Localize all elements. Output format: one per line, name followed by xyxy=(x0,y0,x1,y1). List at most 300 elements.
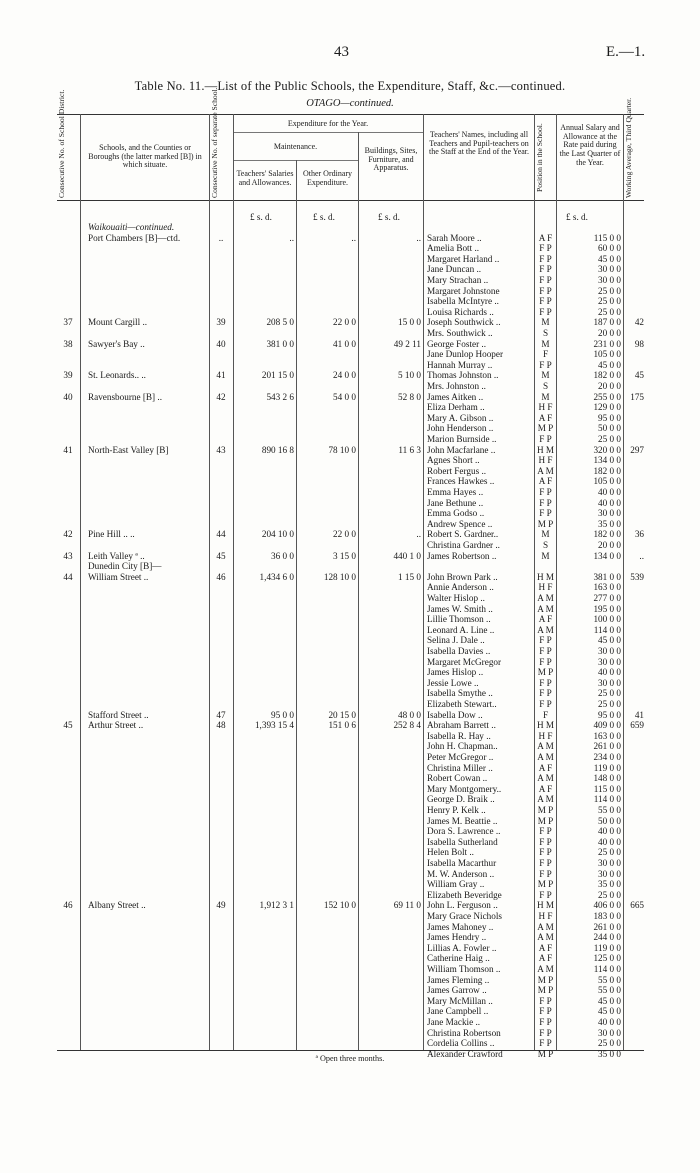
teacher-salary: 30 0 0 xyxy=(598,264,621,275)
table-row xyxy=(0,243,700,254)
teacher-salary: 25 0 0 xyxy=(598,296,621,307)
table-row xyxy=(0,360,700,371)
teacher-salary: 114 0 0 xyxy=(593,794,621,805)
teacher-salary: 25 0 0 xyxy=(598,1038,621,1049)
teacher-position: S xyxy=(542,328,549,338)
teacher-name: Andrew Spence .. xyxy=(427,518,493,529)
teacher-name: James M. Beattie .. xyxy=(427,815,498,826)
table-row xyxy=(0,879,700,890)
teacher-name: Cordelia Collins .. xyxy=(427,1038,495,1049)
teacher-position: F P xyxy=(539,858,552,868)
teacher-position: M P xyxy=(537,1048,554,1059)
other-expenditure: .. xyxy=(351,232,356,243)
teacher-position: F P xyxy=(539,264,552,275)
teacher-name: Robert Fergus .. xyxy=(427,465,487,476)
teacher-salary: 187 0 0 xyxy=(593,317,621,328)
teacher-salary: 30 0 0 xyxy=(598,275,621,285)
teacher-name: Mrs. Southwick .. xyxy=(427,328,493,338)
other-expenditure: 22 0 0 xyxy=(333,529,356,540)
teacher-position: M P xyxy=(537,974,554,985)
table-row xyxy=(0,826,700,837)
table-row xyxy=(0,667,700,678)
teacher-position: F P xyxy=(539,306,552,317)
working-average: .. xyxy=(639,550,644,561)
teacher-name: James Hislop .. xyxy=(427,667,484,678)
teacher-salary: 95 0 0 xyxy=(598,412,621,423)
teacher-name: M. W. Anderson .. xyxy=(427,868,495,879)
teachers-salaries: 36 0 0 xyxy=(271,550,294,561)
teacher-salary: 30 0 0 xyxy=(598,858,621,868)
teacher-name: Jane Mackie .. xyxy=(427,1017,481,1027)
teacher-position: A M xyxy=(537,932,554,943)
teacher-position: F P xyxy=(539,677,552,688)
header-expenditure: Expenditure for the Year. xyxy=(287,119,369,128)
teacher-name: William Gray .. xyxy=(427,879,485,890)
table-row xyxy=(0,540,700,551)
teacher-name: Jane Duncan .. xyxy=(427,264,482,275)
teacher-name: Frances Hawkes .. xyxy=(427,476,495,487)
teacher-salary: 234 0 0 xyxy=(593,752,621,762)
teacher-name: Marion Burnside .. xyxy=(427,434,497,444)
buildings-expenditure: .. xyxy=(416,232,421,243)
teacher-salary: 40 0 0 xyxy=(598,487,621,497)
teacher-name: Christina Miller .. xyxy=(427,762,493,773)
school-name: Albany Street .. xyxy=(88,900,146,911)
table-row xyxy=(0,678,700,689)
teacher-salary: 30 0 0 xyxy=(598,868,621,879)
teacher-position: M xyxy=(541,550,550,561)
district-number: 46 xyxy=(63,900,73,911)
table-row xyxy=(0,657,700,668)
teacher-name: Robert S. Gardner.. xyxy=(427,529,499,540)
table-row xyxy=(0,646,700,657)
teacher-position: M P xyxy=(537,667,554,678)
teacher-name: Dora S. Lawrence .. xyxy=(427,826,501,837)
district-number: 38 xyxy=(63,338,73,349)
table-row xyxy=(0,922,700,933)
teacher-name: Margaret Johnstone xyxy=(427,285,500,296)
teacher-name: George D. Braik .. xyxy=(427,794,495,805)
teacher-position: M xyxy=(541,317,550,328)
teacher-name: Lillie Thomson .. xyxy=(427,614,491,625)
table-row xyxy=(0,900,700,911)
table-row xyxy=(0,1006,700,1017)
teacher-salary: 30 0 0 xyxy=(598,656,621,667)
table-row xyxy=(0,890,700,901)
teacher-name: Isabella Dow .. xyxy=(427,709,483,720)
teacher-position: A F xyxy=(538,942,553,953)
table-row xyxy=(0,964,700,975)
teacher-name: Thomas Johnston .. xyxy=(427,370,499,381)
teacher-position: A M xyxy=(537,603,554,614)
school-name: Stafford Street .. xyxy=(88,709,149,720)
table-row xyxy=(0,1028,700,1039)
teacher-name: Emma Hayes .. xyxy=(427,487,484,497)
table-row xyxy=(0,816,700,827)
teacher-position: A M xyxy=(537,794,554,805)
teacher-position: F P xyxy=(539,847,552,858)
school-name: Arthur Street .. xyxy=(88,720,144,731)
teachers-salaries: 208 5 0 xyxy=(266,317,294,328)
teacher-name: Agnes Short .. xyxy=(427,455,480,466)
district-number: 42 xyxy=(63,529,73,540)
teacher-name: John H. Chapman.. xyxy=(427,741,498,752)
teacher-salary: 50 0 0 xyxy=(598,815,621,826)
teacher-salary: 182 0 0 xyxy=(593,529,621,540)
teacher-name: James Fleming .. xyxy=(427,974,490,985)
teacher-salary: 182 0 0 xyxy=(593,370,621,381)
teacher-position: F P xyxy=(539,995,552,1006)
teacher-salary: 25 0 0 xyxy=(598,285,621,296)
table-row xyxy=(0,296,700,307)
teacher-name: Eliza Derham .. xyxy=(427,402,485,413)
teacher-position: F P xyxy=(539,359,552,370)
teacher-name: Annie Anderson .. xyxy=(427,582,494,593)
teacher-salary: 25 0 0 xyxy=(598,889,621,900)
school-name: Leith Valley ª .. xyxy=(88,550,145,561)
teacher-name: Mary McMillan .. xyxy=(427,995,493,1006)
district-number: 37 xyxy=(63,317,73,328)
buildings-expenditure: 11 6 3 xyxy=(398,444,421,455)
teacher-position: H M xyxy=(536,720,555,731)
table-row xyxy=(0,858,700,869)
teacher-position: F P xyxy=(539,889,552,900)
table-row xyxy=(0,381,700,392)
table-row xyxy=(0,445,700,456)
teacher-position: F P xyxy=(539,275,552,285)
teacher-salary: 45 0 0 xyxy=(598,995,621,1006)
teacher-salary: 45 0 0 xyxy=(598,1006,621,1017)
teacher-salary: 20 0 0 xyxy=(598,540,621,550)
footnote: ª Open three months. xyxy=(315,1054,385,1063)
teacher-name: John Macfarlane .. xyxy=(427,444,496,455)
table-row xyxy=(0,264,700,275)
teacher-position: H F xyxy=(538,402,553,413)
school-name: William Street .. xyxy=(88,571,149,582)
school-name: Waikouaiti—continued. xyxy=(88,222,175,232)
header-consecutive-school: Consecutive No. of separate School. xyxy=(210,87,219,198)
teacher-name: Catherine Haig .. xyxy=(427,953,490,964)
teacher-position: A M xyxy=(537,465,554,476)
teacher-salary: 114 0 0 xyxy=(593,624,621,635)
school-name: North-East Valley [B] xyxy=(88,444,169,455)
teacher-name: Jane Campbell .. xyxy=(427,1006,489,1017)
teacher-position: F P xyxy=(539,635,552,646)
table-row xyxy=(0,614,700,625)
table-row xyxy=(0,720,700,731)
teacher-salary: 105 0 0 xyxy=(593,476,621,487)
teacher-salary: 261 0 0 xyxy=(593,921,621,932)
teacher-name: George Foster .. xyxy=(427,338,487,349)
table-row xyxy=(0,911,700,922)
other-expenditure: 151 0 6 xyxy=(328,720,356,731)
teacher-salary: 40 0 0 xyxy=(598,836,621,847)
teacher-position: F P xyxy=(539,1017,552,1027)
buildings-expenditure: 49 2 11 xyxy=(393,338,421,349)
teacher-name: Isabella Sutherland xyxy=(427,836,498,847)
table-row xyxy=(0,763,700,774)
teachers-salaries: 201 15 0 xyxy=(261,370,294,381)
teacher-name: Abraham Barrett .. xyxy=(427,720,496,731)
table-row xyxy=(0,519,700,530)
teacher-position: F P xyxy=(539,243,552,254)
teacher-name: Robert Cowan .. xyxy=(427,773,488,784)
table-row xyxy=(0,975,700,986)
teacher-position: F P xyxy=(539,1027,552,1038)
header-other-expenditure: Other Ordinary Expenditure. xyxy=(302,169,353,187)
table-row xyxy=(0,1038,700,1049)
table-row xyxy=(0,731,700,742)
teachers-salaries: 381 0 0 xyxy=(266,338,294,349)
school-name: Port Chambers [B]—ctd. xyxy=(88,232,181,243)
region-subtitle: OTAGO—continued. xyxy=(306,98,394,109)
teachers-salaries: 890 16 8 xyxy=(261,444,294,455)
teacher-name: Margaret McGregor xyxy=(427,656,502,667)
table-row xyxy=(0,476,700,487)
teacher-position: A M xyxy=(537,773,554,784)
teacher-salary: 119 0 0 xyxy=(593,942,621,953)
teacher-position: F P xyxy=(539,646,552,656)
school-number: 42 xyxy=(216,391,226,402)
teacher-position: A M xyxy=(537,921,554,932)
teacher-salary: 148 0 0 xyxy=(593,773,621,784)
table-row xyxy=(0,741,700,752)
teachers-salaries: 1,912 3 1 xyxy=(259,900,294,911)
teacher-position: M P xyxy=(537,518,554,529)
teacher-position: F P xyxy=(539,868,552,879)
teacher-salary: 30 0 0 xyxy=(598,646,621,656)
teacher-position: M xyxy=(541,370,550,381)
teacher-name: Jane Bethune .. xyxy=(427,497,484,508)
currency-buildings: £ s. d. xyxy=(378,212,400,222)
teacher-name: William Thomson .. xyxy=(427,964,501,974)
teacher-salary: 25 0 0 xyxy=(598,688,621,699)
school-number: 46 xyxy=(216,571,226,582)
teachers-salaries: .. xyxy=(289,232,294,243)
teacher-name: Mrs. Johnston .. xyxy=(427,381,486,391)
table-row xyxy=(0,317,700,328)
teacher-position: A F xyxy=(538,232,553,243)
table-row xyxy=(0,370,700,381)
school-number: 39 xyxy=(216,317,226,328)
teacher-position: M P xyxy=(537,985,554,996)
teacher-name: James Garrow .. xyxy=(427,985,487,996)
table-row xyxy=(0,349,700,360)
table-row xyxy=(0,932,700,943)
table-row xyxy=(0,837,700,848)
teacher-salary: 134 0 0 xyxy=(593,455,621,466)
teacher-salary: 381 0 0 xyxy=(593,571,621,582)
teacher-position: H F xyxy=(538,582,553,593)
teacher-salary: 114 0 0 xyxy=(593,964,621,974)
table-row xyxy=(0,551,700,562)
teacher-salary: 105 0 0 xyxy=(593,349,621,360)
teacher-salary: 119 0 0 xyxy=(593,762,621,773)
teacher-salary: 60 0 0 xyxy=(598,243,621,254)
teacher-position: A F xyxy=(538,783,553,794)
teacher-name: Christina Gardner .. xyxy=(427,540,500,550)
school-number: 40 xyxy=(216,338,226,349)
teacher-name: Henry P. Kelk .. xyxy=(427,805,486,815)
other-expenditure: 152 10 0 xyxy=(323,900,356,911)
teacher-name: Louisa Richards .. xyxy=(427,306,494,317)
teacher-position: H F xyxy=(538,911,553,921)
school-number: 45 xyxy=(216,550,226,561)
working-average: 45 xyxy=(634,370,644,381)
teacher-salary: 45 0 0 xyxy=(598,635,621,646)
table-row xyxy=(0,635,700,646)
school-number: 44 xyxy=(216,529,226,540)
teacher-name: John Brown Park .. xyxy=(427,571,498,582)
table-row xyxy=(0,996,700,1007)
teacher-position: F P xyxy=(539,688,552,699)
teacher-salary: 40 0 0 xyxy=(598,497,621,508)
teacher-salary: 40 0 0 xyxy=(598,826,621,837)
teacher-name: Alexander Crawford xyxy=(427,1048,503,1059)
table-row xyxy=(0,466,700,477)
teacher-salary: 45 0 0 xyxy=(598,253,621,264)
currency-teachers-salaries: £ s. d. xyxy=(250,212,272,222)
header-annual-salary: Annual Salary and Allowance at the Rate paid during the Last Quarter of the Year. xyxy=(559,123,621,167)
teacher-name: Jane Dunlop Hooper xyxy=(427,349,504,360)
teacher-position: S xyxy=(542,381,549,391)
other-expenditure: 41 0 0 xyxy=(333,338,356,349)
table-row xyxy=(0,233,700,244)
teacher-salary: 35 0 0 xyxy=(598,879,621,890)
table-row xyxy=(0,561,700,572)
teacher-salary: 25 0 0 xyxy=(598,847,621,858)
teacher-position: A M xyxy=(537,741,554,752)
teacher-position: F P xyxy=(539,487,552,497)
other-expenditure: 78 10 0 xyxy=(328,444,356,455)
teacher-name: Margaret Harland .. xyxy=(427,253,500,264)
working-average: 297 xyxy=(630,444,644,455)
buildings-expenditure: 15 0 0 xyxy=(398,317,421,328)
table-row xyxy=(0,1017,700,1028)
teacher-salary: 129 0 0 xyxy=(593,402,621,413)
teacher-name: Peter McGregor .. xyxy=(427,752,494,762)
teacher-salary: 20 0 0 xyxy=(598,328,621,338)
teacher-salary: 244 0 0 xyxy=(593,932,621,943)
teacher-position: F P xyxy=(539,826,552,837)
teacher-salary: 255 0 0 xyxy=(593,391,621,402)
district-number: 40 xyxy=(63,391,73,402)
teacher-position: F P xyxy=(539,253,552,264)
teacher-position: F P xyxy=(539,836,552,847)
teacher-salary: 35 0 0 xyxy=(598,518,621,529)
header-maintenance: Maintenance. xyxy=(273,142,318,151)
teacher-salary: 261 0 0 xyxy=(593,741,621,752)
teachers-salaries: 204 10 0 xyxy=(261,529,294,540)
table-row xyxy=(0,625,700,636)
teacher-position: F P xyxy=(539,296,552,307)
teacher-salary: 195 0 0 xyxy=(593,603,621,614)
teacher-salary: 134 0 0 xyxy=(593,550,621,561)
other-expenditure: 20 15 0 xyxy=(328,709,356,720)
teacher-position: H M xyxy=(536,900,555,911)
teacher-position: H M xyxy=(536,571,555,582)
teacher-salary: 55 0 0 xyxy=(598,974,621,985)
teacher-name: Joseph Southwick .. xyxy=(427,317,501,328)
buildings-expenditure: 69 11 0 xyxy=(393,900,421,911)
teacher-name: Emma Godso .. xyxy=(427,508,485,519)
teacher-name: Isabella Macarthur xyxy=(427,858,497,868)
table-row xyxy=(0,508,700,519)
buildings-expenditure: .. xyxy=(416,529,421,540)
district-number: 41 xyxy=(63,444,73,455)
school-number: 41 xyxy=(216,370,226,381)
other-expenditure: 22 0 0 xyxy=(333,317,356,328)
teacher-position: A F xyxy=(538,762,553,773)
working-average: 36 xyxy=(634,529,644,540)
district-number: 43 xyxy=(63,550,73,561)
school-name: Pine Hill .. .. xyxy=(88,529,135,540)
school-number: 49 xyxy=(216,900,226,911)
teacher-salary: 115 0 0 xyxy=(593,232,621,243)
teacher-position: M P xyxy=(537,423,554,434)
teacher-name: Isabella R. Hay .. xyxy=(427,730,491,741)
teacher-name: Christina Robertson xyxy=(427,1027,501,1038)
teacher-position: M P xyxy=(537,879,554,890)
teacher-position: M xyxy=(541,391,550,402)
teacher-name: James Robertson .. xyxy=(427,550,497,561)
teacher-name: Selina J. Dale .. xyxy=(427,635,485,646)
teacher-name: Mary Montgomery.. xyxy=(427,783,502,794)
table-row xyxy=(0,943,700,954)
working-average: 42 xyxy=(634,317,644,328)
table-row xyxy=(0,498,700,509)
table-row xyxy=(0,688,700,699)
table-row xyxy=(0,699,700,710)
teacher-name: James Mahoney .. xyxy=(427,921,494,932)
teacher-salary: 25 0 0 xyxy=(598,699,621,709)
table-row xyxy=(0,339,700,350)
teacher-position: A F xyxy=(538,476,553,487)
teacher-position: F P xyxy=(539,508,552,519)
teacher-salary: 115 0 0 xyxy=(593,783,621,794)
teacher-salary: 30 0 0 xyxy=(598,508,621,519)
table-row xyxy=(0,582,700,593)
header-position: Position in the School. xyxy=(535,123,544,193)
teacher-name: James Hendry .. xyxy=(427,932,487,943)
teacher-name: Sarah Moore .. xyxy=(427,232,482,243)
school-name: Ravensbourne [B] .. xyxy=(88,391,162,402)
teacher-name: Walter Hislop .. xyxy=(427,593,485,603)
teacher-position: H F xyxy=(538,455,553,466)
buildings-expenditure: 5 10 0 xyxy=(398,370,421,381)
teacher-position: F xyxy=(542,709,549,720)
teacher-salary: 100 0 0 xyxy=(593,614,621,625)
teacher-name: Isabella McIntyre .. xyxy=(427,296,499,307)
working-average: 98 xyxy=(634,338,644,349)
teacher-salary: 320 0 0 xyxy=(593,444,621,455)
teacher-position: A M xyxy=(537,624,554,635)
table-row xyxy=(0,847,700,858)
teacher-salary: 95 0 0 xyxy=(598,709,621,720)
header-buildings: Buildings, Sites, Furniture, and Apparatus. xyxy=(364,146,418,173)
teacher-position: M xyxy=(541,529,550,540)
teacher-position: F P xyxy=(539,699,552,709)
teacher-position: F P xyxy=(539,656,552,667)
header-teachers-salaries: Teachers' Salaries and Allowances. xyxy=(236,169,294,187)
teacher-name: James Aitken .. xyxy=(427,391,484,402)
table-row xyxy=(0,275,700,286)
buildings-expenditure: 252 8 4 xyxy=(393,720,421,731)
teacher-name: Isabella Davies .. xyxy=(427,646,491,656)
school-name: Dunedin City [B]— xyxy=(88,561,162,572)
table-row xyxy=(0,604,700,615)
teacher-position: F P xyxy=(539,1038,552,1049)
